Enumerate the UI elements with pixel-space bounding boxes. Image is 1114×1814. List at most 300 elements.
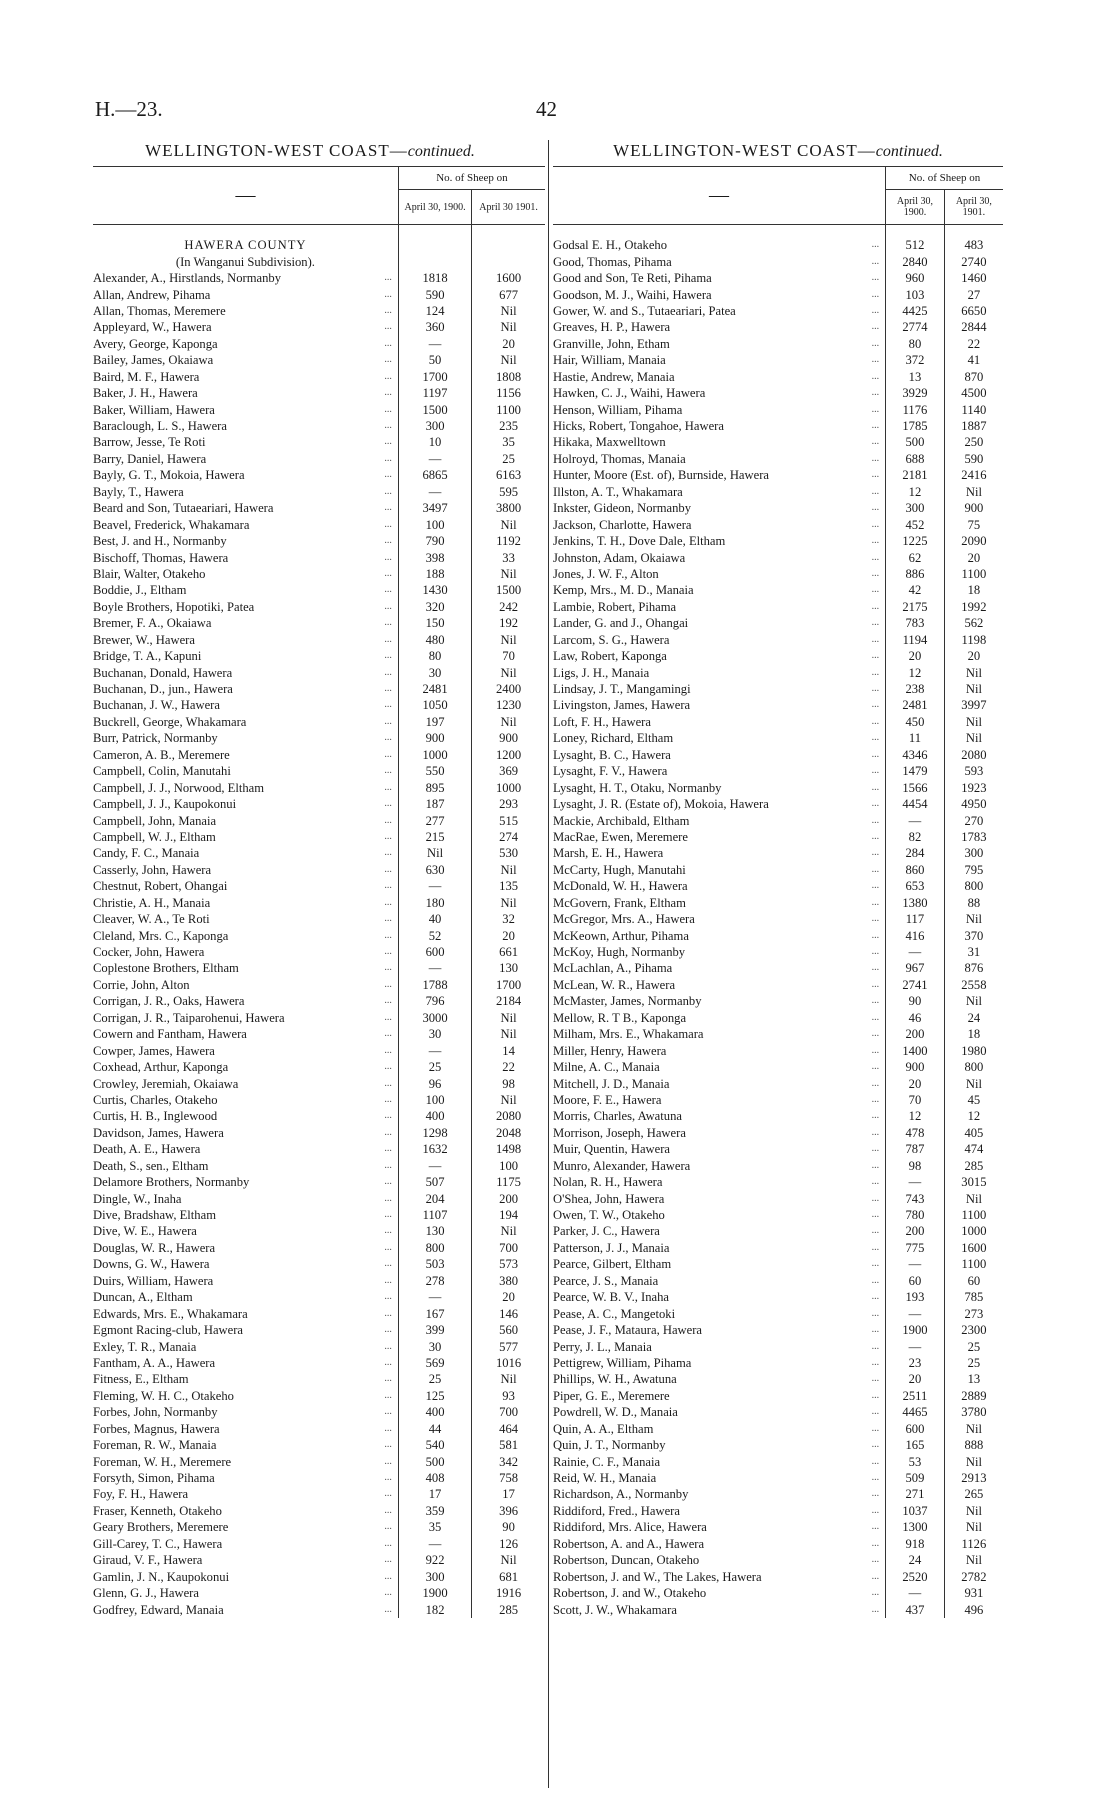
table-row xyxy=(93,779,545,795)
sheep-1900: 688 xyxy=(886,451,945,467)
table-row xyxy=(93,1141,545,1157)
owner-name: Bridge, T. A., Kapuni ... xyxy=(93,648,398,664)
owner-name: Kemp, Mrs., M. D., Manaia ... xyxy=(553,582,886,598)
sheep-1900: 12 xyxy=(886,484,945,500)
table-row xyxy=(553,632,1003,648)
sheep-1901: 758 xyxy=(472,1470,545,1486)
sheep-1900: — xyxy=(398,1042,471,1058)
sheep-1901: 24 xyxy=(944,1010,1003,1026)
owner-name: Dive, W. E., Hawera ... xyxy=(93,1223,398,1239)
table-row xyxy=(553,500,1003,516)
table-row xyxy=(553,1552,1003,1568)
leader-dots: ... xyxy=(384,814,392,826)
leader-dots: ... xyxy=(384,1241,392,1253)
owner-name: Nolan, R. H., Hawera ... xyxy=(553,1174,886,1190)
owner-name: Christie, A. H., Manaia ... xyxy=(93,895,398,911)
leader-dots: ... xyxy=(384,502,392,514)
owner-name: Piper, G. E., Meremere ... xyxy=(553,1388,886,1404)
sheep-1900: 1818 xyxy=(398,270,471,286)
owner-name: Godfrey, Edward, Manaia ... xyxy=(93,1601,398,1617)
leader-dots: ... xyxy=(871,765,880,777)
table-row xyxy=(93,1092,545,1108)
table-row xyxy=(93,648,545,664)
sheep-1901: 1100 xyxy=(944,566,1003,582)
table-row xyxy=(553,944,1003,960)
sheep-1901: 1783 xyxy=(944,829,1003,845)
table-row xyxy=(93,1371,545,1387)
table-row xyxy=(553,845,1003,861)
table-row xyxy=(553,1453,1003,1469)
leader-dots: ... xyxy=(384,1537,392,1549)
owner-name: Fleming, W. H. C., Otakeho ... xyxy=(93,1388,398,1404)
sheep-1901: 1500 xyxy=(472,582,545,598)
sheep-1901: 1923 xyxy=(944,779,1003,795)
table-row xyxy=(553,927,1003,943)
owner-name: Buchanan, J. W., Hawera ... xyxy=(93,697,398,713)
sheep-1900: 400 xyxy=(398,1404,471,1420)
owner-name: Exley, T. R., Manaia ... xyxy=(93,1338,398,1354)
sheep-1901: 1198 xyxy=(944,632,1003,648)
owner-name: Baker, William, Hawera ... xyxy=(93,401,398,417)
sheep-1901: 1600 xyxy=(472,270,545,286)
owner-name: Davidson, James, Hawera ... xyxy=(93,1125,398,1141)
leader-dots: ... xyxy=(871,469,880,481)
owner-name: Forbes, John, Normanby ... xyxy=(93,1404,398,1420)
leader-dots: ... xyxy=(871,304,880,316)
sheep-1900: 215 xyxy=(398,829,471,845)
sheep-1900: 3000 xyxy=(398,1010,471,1026)
sheep-1901: 474 xyxy=(944,1141,1003,1157)
table-row xyxy=(93,467,545,483)
owner-name: Hair, William, Manaia ... xyxy=(553,352,886,368)
sheep-1900: 90 xyxy=(886,993,945,1009)
owner-name: Miller, Henry, Hawera ... xyxy=(553,1042,886,1058)
sheep-1901: 1000 xyxy=(472,779,545,795)
sheep-1900: 1050 xyxy=(398,697,471,713)
sheep-1900: 775 xyxy=(886,1240,945,1256)
sheep-1900: 80 xyxy=(886,336,945,352)
table-row xyxy=(553,286,1003,302)
sheep-1901: Nil xyxy=(472,352,545,368)
sheep-1901: 1980 xyxy=(944,1042,1003,1058)
sheep-1901: 3015 xyxy=(944,1174,1003,1190)
sheep-1900: 188 xyxy=(398,566,471,582)
sheep-1900: — xyxy=(886,1174,945,1190)
leader-dots: ... xyxy=(871,1439,880,1451)
sheep-1901: 464 xyxy=(472,1421,545,1437)
leader-dots: ... xyxy=(871,1587,880,1599)
sheep-1900: 70 xyxy=(886,1092,945,1108)
sheep-1900: — xyxy=(398,336,471,352)
sheep-1901: Nil xyxy=(944,664,1003,680)
sheep-1901: 396 xyxy=(472,1503,545,1519)
sheep-1901: 1100 xyxy=(944,1256,1003,1272)
sheep-1901: 22 xyxy=(944,336,1003,352)
sheep-1901: 1192 xyxy=(472,533,545,549)
leader-dots: ... xyxy=(871,1126,880,1138)
sheep-1901: 12 xyxy=(944,1108,1003,1124)
sheep-1901: 483 xyxy=(944,237,1003,253)
leader-dots: ... xyxy=(871,1093,880,1105)
sheep-1900: 4346 xyxy=(886,747,945,763)
sheep-1901: 194 xyxy=(472,1207,545,1223)
table-row xyxy=(553,253,1003,269)
table-row xyxy=(93,615,545,631)
leader-dots: ... xyxy=(384,1389,392,1401)
owner-name: Robertson, J. and W., The Lakes, Hawera ... xyxy=(553,1568,886,1584)
sheep-1900: 40 xyxy=(398,911,471,927)
leader-dots: ... xyxy=(871,847,880,859)
table-row xyxy=(93,1519,545,1535)
sheep-1900: 1785 xyxy=(886,418,945,434)
leader-dots: ... xyxy=(384,1061,392,1073)
leader-dots: ... xyxy=(384,1110,392,1122)
sheep-1901: 273 xyxy=(944,1305,1003,1321)
sheep-1901: 1100 xyxy=(472,401,545,417)
owner-name: Best, J. and H., Normanby ... xyxy=(93,533,398,549)
table-row xyxy=(93,434,545,450)
sheep-1900: 359 xyxy=(398,1503,471,1519)
owner-name: Cowern and Fantham, Hawera ... xyxy=(93,1026,398,1042)
sheep-1901: Nil xyxy=(472,1092,545,1108)
table-row xyxy=(93,1256,545,1272)
col-1901-header: April 30, 1901. xyxy=(944,190,1003,225)
leader-dots: ... xyxy=(384,650,392,662)
sheep-1901: 126 xyxy=(472,1536,545,1552)
owner-name: Lysaght, H. T., Otaku, Normanby ... xyxy=(553,779,886,795)
sheep-1901: 20 xyxy=(472,1289,545,1305)
sheep-1900: 437 xyxy=(886,1601,945,1617)
sheep-1901: Nil xyxy=(944,1075,1003,1091)
sheep-1901: 22 xyxy=(472,1059,545,1075)
leader-dots: ... xyxy=(384,633,392,645)
sheep-1900: 3497 xyxy=(398,500,471,516)
table-row xyxy=(93,1486,545,1502)
owner-name: Buchanan, Donald, Hawera ... xyxy=(93,664,398,680)
sheep-1901: 274 xyxy=(472,829,545,845)
sheep-1901: Nil xyxy=(472,1371,545,1387)
table-row xyxy=(93,369,545,385)
page-number: 42 xyxy=(536,97,557,121)
owner-name: Glenn, G. J., Hawera ... xyxy=(93,1585,398,1601)
sheep-1901: 590 xyxy=(944,451,1003,467)
sheep-1900: 130 xyxy=(398,1223,471,1239)
table-row xyxy=(553,829,1003,845)
sheep-1900: — xyxy=(398,451,471,467)
leader-dots: ... xyxy=(871,715,880,727)
owner-name: McCarty, Hugh, Manutahi ... xyxy=(553,862,886,878)
owner-name: Hawken, C. J., Waihi, Hawera ... xyxy=(553,385,886,401)
owner-name: Law, Robert, Kaponga ... xyxy=(553,648,886,664)
sheep-1900: 630 xyxy=(398,862,471,878)
leader-dots: ... xyxy=(871,1356,880,1368)
sheep-1901: 41 xyxy=(944,352,1003,368)
sheep-1900: 2481 xyxy=(398,681,471,697)
table-row xyxy=(93,1388,545,1404)
owner-name: Forbes, Magnus, Hawera ... xyxy=(93,1421,398,1437)
sheep-1900: 860 xyxy=(886,862,945,878)
table-row xyxy=(93,763,545,779)
sheep-1901: 1230 xyxy=(472,697,545,713)
leader-dots: ... xyxy=(871,272,880,284)
owner-name: Coxhead, Arthur, Kaponga ... xyxy=(93,1059,398,1075)
table-row xyxy=(553,533,1003,549)
table-row xyxy=(553,697,1003,713)
table-row xyxy=(553,1158,1003,1174)
sheep-1900: — xyxy=(398,878,471,894)
owner-name: Robertson, A. and A., Hawera ... xyxy=(553,1536,886,1552)
table-row xyxy=(553,730,1003,746)
sheep-1901: 270 xyxy=(944,812,1003,828)
sheep-1901: 2300 xyxy=(944,1322,1003,1338)
owner-name: Forsyth, Simon, Pihama ... xyxy=(93,1470,398,1486)
sheep-1901: Nil xyxy=(472,319,545,335)
table-row xyxy=(553,484,1003,500)
leader-dots: ... xyxy=(384,1093,392,1105)
sheep-1900: 42 xyxy=(886,582,945,598)
owner-name: Campbell, John, Manaia ... xyxy=(93,812,398,828)
leader-dots: ... xyxy=(384,1028,392,1040)
leader-dots: ... xyxy=(871,1488,880,1500)
owner-name: Robertson, Duncan, Otakeho ... xyxy=(553,1552,886,1568)
leader-dots: ... xyxy=(871,1504,880,1516)
owner-name: Bremer, F. A., Okaiawa ... xyxy=(93,615,398,631)
sheep-1900: 800 xyxy=(398,1240,471,1256)
leader-dots: ... xyxy=(384,469,392,481)
table-row xyxy=(553,1190,1003,1206)
sheep-1901: 6650 xyxy=(944,303,1003,319)
sheep-1900: 182 xyxy=(398,1601,471,1617)
owner-name: McKoy, Hugh, Normanby ... xyxy=(553,944,886,960)
sheep-1900: — xyxy=(398,1289,471,1305)
owner-name: Richardson, A., Normanby ... xyxy=(553,1486,886,1502)
leader-dots: ... xyxy=(384,715,392,727)
owner-name: Hunter, Moore (Est. of), Burnside, Hawera ... xyxy=(553,467,886,483)
sheep-1901: 265 xyxy=(944,1486,1003,1502)
sheep-1900: — xyxy=(886,1305,945,1321)
sheep-1901: 3780 xyxy=(944,1404,1003,1420)
table-row xyxy=(93,500,545,516)
owner-name: Lysaght, B. C., Hawera ... xyxy=(553,747,886,763)
owner-name: Buchanan, D., jun., Hawera ... xyxy=(93,681,398,697)
leader-dots: ... xyxy=(871,1324,880,1336)
table-row xyxy=(553,1568,1003,1584)
table-row xyxy=(553,1289,1003,1305)
owner-name: Foreman, R. W., Manaia ... xyxy=(93,1437,398,1453)
sheep-1900: 500 xyxy=(398,1453,471,1469)
sheep-1901: 1016 xyxy=(472,1355,545,1371)
leader-dots: ... xyxy=(871,880,880,892)
sheep-1900: 1194 xyxy=(886,632,945,648)
table-row xyxy=(93,878,545,894)
table-row xyxy=(93,1536,545,1552)
owner-name: McMaster, James, Normanby ... xyxy=(553,993,886,1009)
sheep-1901: 795 xyxy=(944,862,1003,878)
sheep-1901: 4500 xyxy=(944,385,1003,401)
sheep-1900: 1500 xyxy=(398,401,471,417)
sheep-1900: 372 xyxy=(886,352,945,368)
leader-dots: ... xyxy=(871,452,880,464)
table-row xyxy=(93,1322,545,1338)
table-row xyxy=(93,1338,545,1354)
table-row xyxy=(93,664,545,680)
sheep-1901: 577 xyxy=(472,1338,545,1354)
sheep-1901: 2844 xyxy=(944,319,1003,335)
sheep-1901: 18 xyxy=(944,1026,1003,1042)
table-row xyxy=(93,582,545,598)
owner-name: Riddiford, Mrs. Alice, Hawera ... xyxy=(553,1519,886,1535)
sheep-1900: — xyxy=(398,1536,471,1552)
table-row xyxy=(553,664,1003,680)
sheep-1901: Nil xyxy=(944,1519,1003,1535)
sheep-1901: 25 xyxy=(944,1338,1003,1354)
sheep-1901: 785 xyxy=(944,1289,1003,1305)
table-row xyxy=(553,1207,1003,1223)
sheep-1900: 1700 xyxy=(398,369,471,385)
sheep-1901: Nil xyxy=(472,1026,545,1042)
table-row xyxy=(553,401,1003,417)
owner-name: Crowley, Jeremiah, Okaiawa ... xyxy=(93,1075,398,1091)
owner-name: Candy, F. C., Manaia ... xyxy=(93,845,398,861)
sheep-1901: Nil xyxy=(472,862,545,878)
sheep-1901: 1126 xyxy=(944,1536,1003,1552)
table-row xyxy=(553,1536,1003,1552)
leader-dots: ... xyxy=(384,1291,392,1303)
owner-name: O'Shea, John, Hawera ... xyxy=(553,1190,886,1206)
right-sheep-table xyxy=(553,166,1003,1618)
owner-name: Munro, Alexander, Hawera ... xyxy=(553,1158,886,1174)
leader-dots: ... xyxy=(384,420,392,432)
sheep-1901: 100 xyxy=(472,1158,545,1174)
owner-name: Foreman, W. H., Meremere ... xyxy=(93,1453,398,1469)
table-row xyxy=(553,993,1003,1009)
sheep-1900: 300 xyxy=(398,1568,471,1584)
owner-name: Death, S., sen., Eltham ... xyxy=(93,1158,398,1174)
sheep-1900: — xyxy=(398,960,471,976)
sheep-1901: 1175 xyxy=(472,1174,545,1190)
table-row xyxy=(553,1421,1003,1437)
table-row xyxy=(553,599,1003,615)
table-row xyxy=(553,1108,1003,1124)
owner-name: Campbell, Colin, Manutahi ... xyxy=(93,763,398,779)
sheep-1900: 10 xyxy=(398,434,471,450)
sheep-1901: 200 xyxy=(472,1190,545,1206)
table-row xyxy=(553,681,1003,697)
table-row xyxy=(93,1585,545,1601)
table-row xyxy=(553,1125,1003,1141)
table-row xyxy=(93,1273,545,1289)
table-row xyxy=(553,1338,1003,1354)
leader-dots: ... xyxy=(384,452,392,464)
sheep-1900: 653 xyxy=(886,878,945,894)
col-1900-header: April 30, 1900. xyxy=(886,190,945,225)
leader-dots: ... xyxy=(384,535,392,547)
owner-name: Perry, J. L., Manaia ... xyxy=(553,1338,886,1354)
sheep-1900: 967 xyxy=(886,960,945,976)
name-column-header: — xyxy=(553,167,886,225)
sheep-1900: 550 xyxy=(398,763,471,779)
table-row xyxy=(553,878,1003,894)
table-row xyxy=(553,862,1003,878)
sheep-1900: 187 xyxy=(398,796,471,812)
table-row xyxy=(93,1355,545,1371)
owner-name: Marsh, E. H., Hawera ... xyxy=(553,845,886,861)
sheep-1900: 238 xyxy=(886,681,945,697)
table-row xyxy=(93,1470,545,1486)
sheep-1900: — xyxy=(398,1158,471,1174)
sheep-1901: 285 xyxy=(944,1158,1003,1174)
leader-dots: ... xyxy=(384,880,392,892)
leader-dots: ... xyxy=(384,272,392,284)
leader-dots: ... xyxy=(871,1225,880,1237)
owner-name: Appleyard, W., Hawera ... xyxy=(93,319,398,335)
sheep-1900: 2481 xyxy=(886,697,945,713)
sheep-1900: 3929 xyxy=(886,385,945,401)
sheep-1901: 515 xyxy=(472,812,545,828)
leader-dots: ... xyxy=(871,288,880,300)
left-column-title: WELLINGTON-WEST COAST—continued. xyxy=(145,141,475,160)
leader-dots: ... xyxy=(871,387,880,399)
sheep-1901: 2558 xyxy=(944,977,1003,993)
table-row xyxy=(553,237,1003,253)
col-1901-header: April 30 1901. xyxy=(472,190,545,225)
leader-dots: ... xyxy=(871,1077,880,1089)
sheep-1901: 1700 xyxy=(472,977,545,993)
sheep-1900: 1225 xyxy=(886,533,945,549)
leader-dots: ... xyxy=(871,1603,880,1615)
sheep-1900: 100 xyxy=(398,516,471,532)
sheep-1900: 900 xyxy=(398,730,471,746)
owner-name: Edwards, Mrs. E., Whakamara ... xyxy=(93,1305,398,1321)
table-row xyxy=(93,599,545,615)
owner-name: Reid, W. H., Manaia ... xyxy=(553,1470,886,1486)
leader-dots: ... xyxy=(871,420,880,432)
sheep-1900: 13 xyxy=(886,369,945,385)
leader-dots: ... xyxy=(871,502,880,514)
owner-name: Pease, A. C., Mangetoki ... xyxy=(553,1305,886,1321)
sheep-1901: 530 xyxy=(472,845,545,861)
table-row xyxy=(553,385,1003,401)
sheep-1901: 285 xyxy=(472,1601,545,1617)
leader-dots: ... xyxy=(384,830,392,842)
sheep-1900: 2741 xyxy=(886,977,945,993)
sheep-1900: 300 xyxy=(398,418,471,434)
owner-name: Avery, George, Kaponga ... xyxy=(93,336,398,352)
owner-name: Lander, G. and J., Ohangai ... xyxy=(553,615,886,631)
report-code: H.—23. xyxy=(95,97,163,121)
leader-dots: ... xyxy=(871,1192,880,1204)
leader-dots: ... xyxy=(871,1537,880,1549)
leader-dots: ... xyxy=(871,1110,880,1122)
owner-name: Henson, William, Pihama ... xyxy=(553,401,886,417)
table-row xyxy=(553,352,1003,368)
section-title: HAWERA COUNTY xyxy=(184,238,307,253)
sheep-1900: 600 xyxy=(398,944,471,960)
sheep-1900: 60 xyxy=(886,1273,945,1289)
leader-dots: ... xyxy=(384,387,392,399)
column-divider xyxy=(548,140,549,1788)
owner-name: Corrigan, J. R., Taiparohenui, Hawera ... xyxy=(93,1010,398,1026)
leader-dots: ... xyxy=(384,748,392,760)
table-row xyxy=(93,632,545,648)
table-row xyxy=(553,1470,1003,1486)
sheep-1901: 700 xyxy=(472,1404,545,1420)
table-row xyxy=(93,1421,545,1437)
sheep-1901: 1498 xyxy=(472,1141,545,1157)
owner-name: Pearce, Gilbert, Eltham ... xyxy=(553,1256,886,1272)
leader-dots: ... xyxy=(384,1274,392,1286)
table-row xyxy=(553,648,1003,664)
